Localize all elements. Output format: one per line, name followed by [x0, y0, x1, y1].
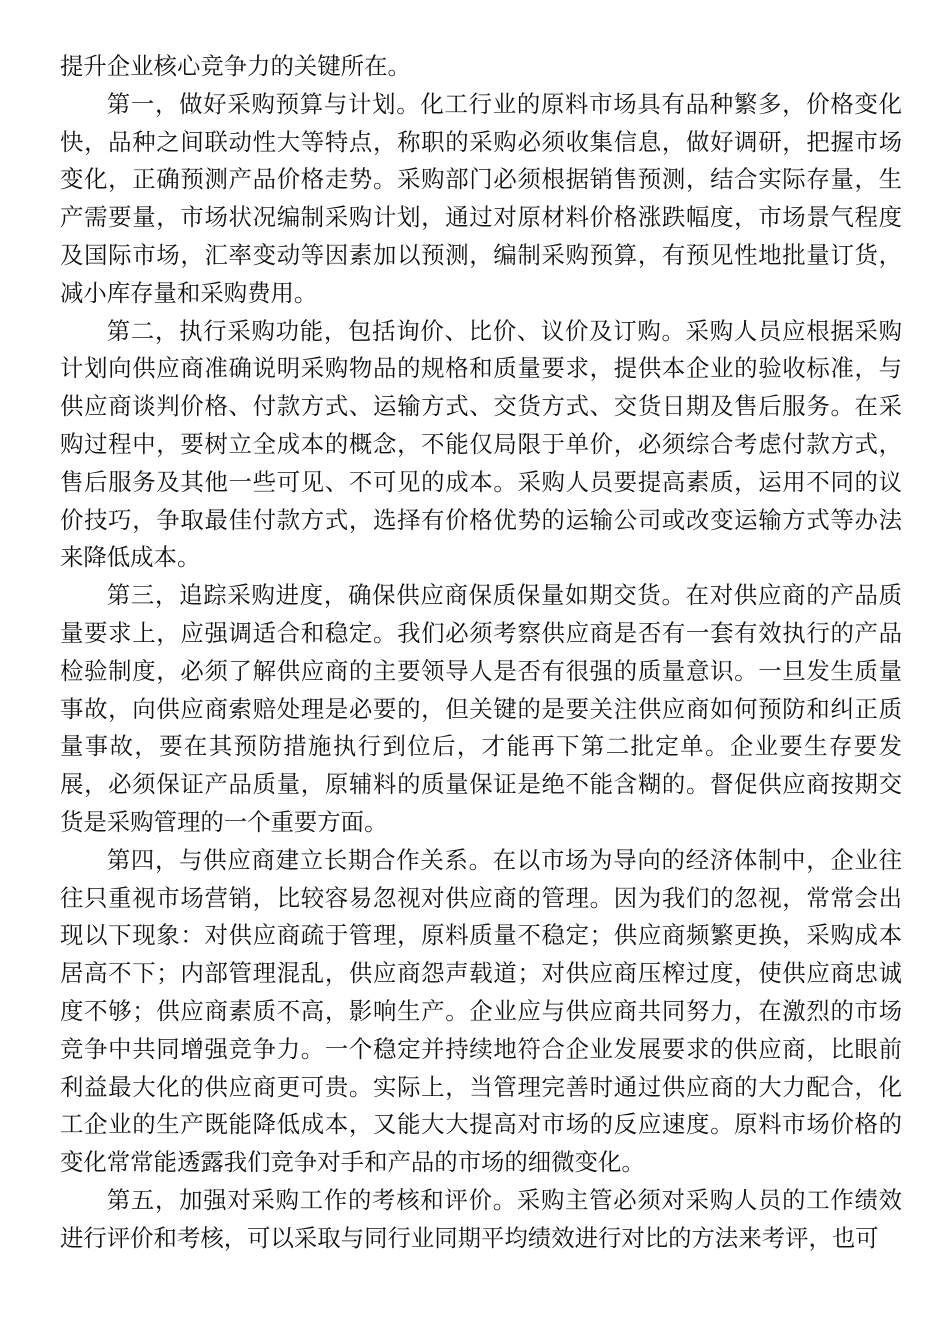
document-body: [60, 48, 902, 1258]
paragraph-supplier-relationship: 第四，与供应商建立长期合作关系。在以市场为导向的经济体制中，企业往往只重视市场营销，比较容易忽视对供应商的管理。因为我们的忽视，常常会出现以下现象：对供应商疏于管理，原料质量不稳定；供应商频繁更换，采购成本居高不下；内部管理混乱，供应商怨声载道；对供应商压榨过度，使供应商忠诚度不够；供应商素质不高，影响生产。企业应与供应商共同努力，在激烈的市场竞争中共同增强竞争力。一个稳定并持续地符合企业发展要求的供应商，比眼前利益最大化的供应商更可贵。实际上，当管理完善时通过供应商的大力配合，化工企业的生产既能降低成本，又能大大提高对市场的反应速度。原料市场价格的变化常常能透露我们竞争对手和产品的市场的细微变化。: [60, 845, 902, 1177]
paragraph-evaluation: 第五，加强对采购工作的考核和评价。采购主管必须对采购人员的工作绩效进行评价和考核，可以采取与同行业同期平均绩效进行对比的方法来考评，也可: [60, 1185, 902, 1252]
paragraph-budget-planning: 第一，做好采购预算与计划。化工行业的原料市场具有品种繁多，价格变化快，品种之间联动性大等特点，称职的采购必须收集信息，做好调研，把握市场变化，正确预测产品价格走势。采购部门必须根据销售预测，结合实际存量，生产需要量，市场状况编制采购计划，通过对原材料价格涨跌幅度，市场景气程度及国际市场，汇率变动等因素加以预测，编制采购预算，有预见性地批量订货，减小库存量和采购费用。: [60, 89, 902, 307]
paragraph-procurement-function: 第二，执行采购功能，包括询价、比价、议价及订购。采购人员应根据采购计划向供应商准确说明采购物品的规格和质量要求，提供本企业的验收标准，与供应商谈判价格、付款方式、运输方式、交货方式、交货日期及售后服务。在采购过程中，要树立全成本的概念，不能仅局限于单价，必须综合考虑付款方式，售后服务及其他一些可见、不可见的成本。采购人员要提高素质，运用不同的议价技巧，争取最佳付款方式，选择有价格优势的运输公司或改变运输方式等办法来降低成本。: [60, 316, 902, 572]
paragraph-progress-tracking: 第三，追踪采购进度，确保供应商保质保量如期交货。在对供应商的产品质量要求上，应强调适合和稳定。我们必须考察供应商是否有一套有效执行的产品检验制度，必须了解供应商的主要领导人是否有很强的质量意识。一旦发生质量事故，向供应商索赔处理是必要的，但关键的是要关注供应商如何预防和纠正质量事故，要在其预防措施执行到位后，才能再下第二批定单。企业要生存要发展，必须保证产品质量，原辅料的质量保证是绝不能含糊的。督促供应商按期交货是采购管理的一个重要方面。: [60, 581, 902, 836]
paragraph-continuation: 提升企业核心竞争力的关键所在。: [60, 52, 411, 80]
